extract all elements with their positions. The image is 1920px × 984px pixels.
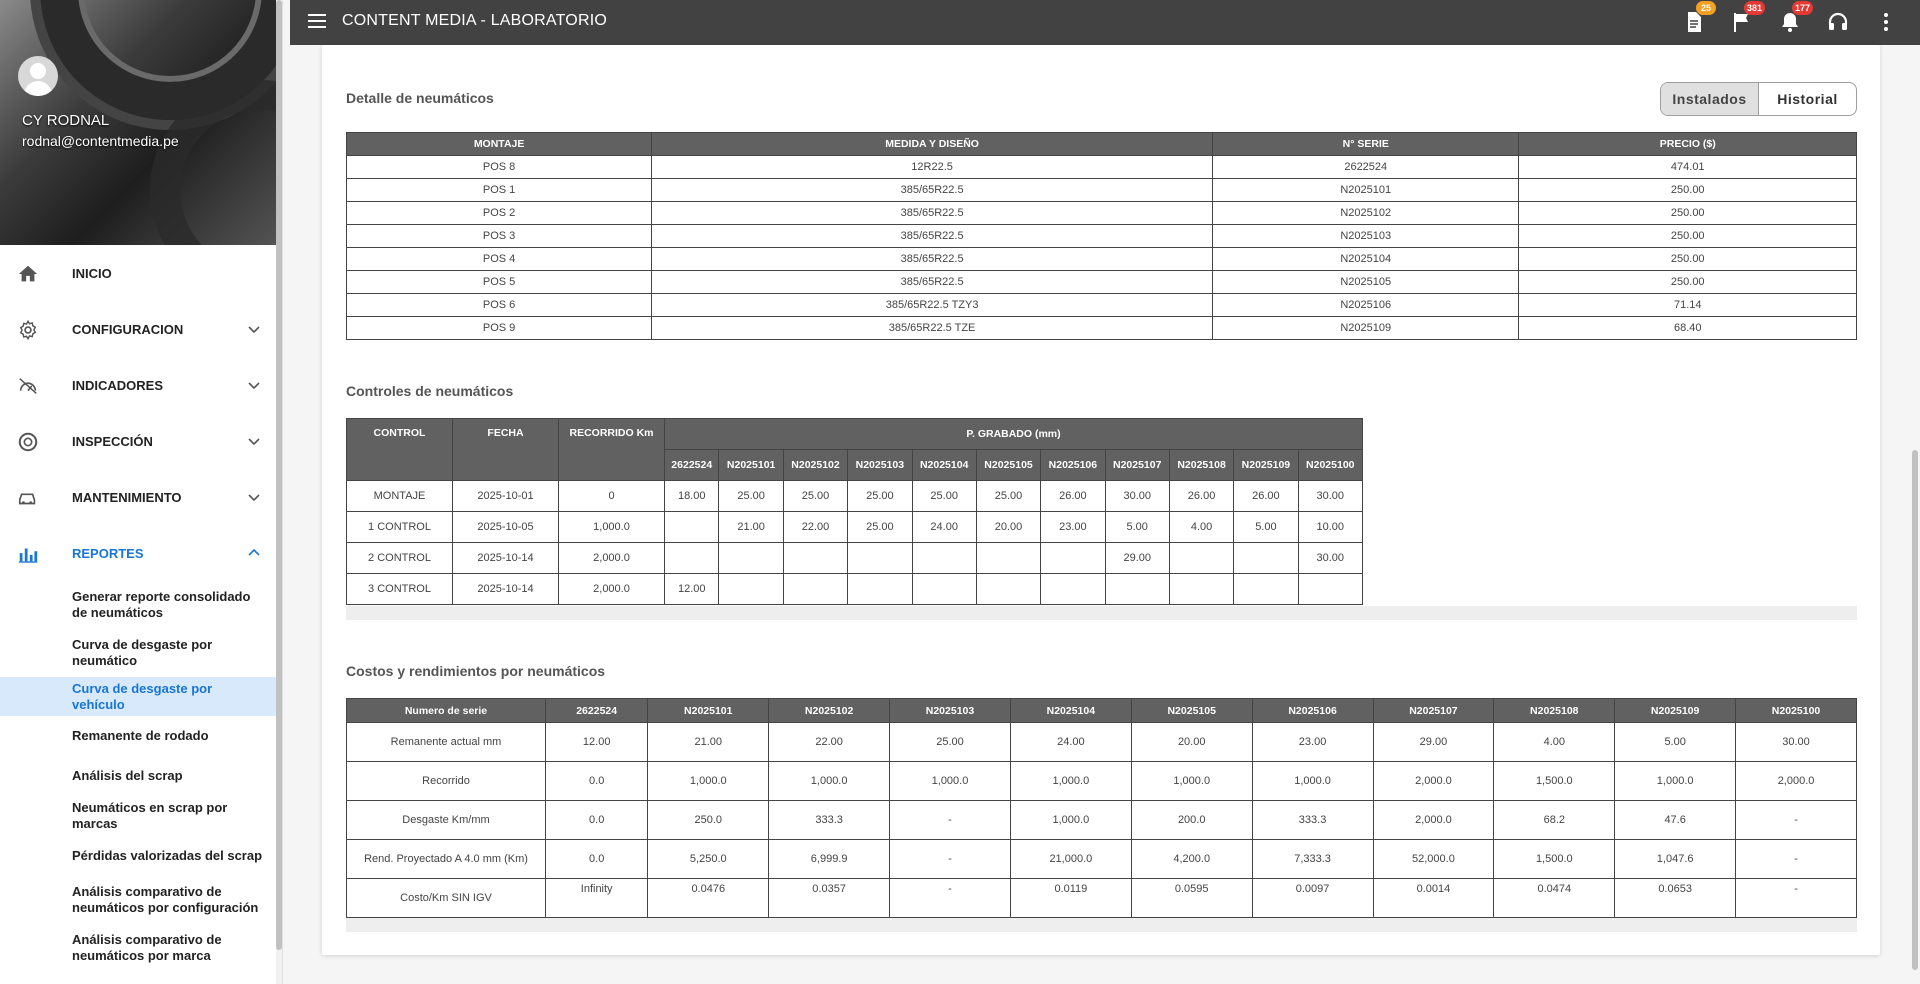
headset-icon <box>1826 10 1850 34</box>
avatar[interactable] <box>18 56 58 96</box>
series-header: N2025106 <box>1041 450 1105 481</box>
table-row <box>347 512 1363 543</box>
table-cell: 7,333.3 <box>1252 840 1373 879</box>
app-title: CONTENT MEDIA - LABORATORIO <box>342 12 607 29</box>
table-cell: 68.2 <box>1494 801 1615 840</box>
table-cell: N2025106 <box>1213 294 1519 317</box>
table-cell: N2025105 <box>1213 271 1519 294</box>
series-header: N2025107 <box>1105 450 1169 481</box>
table-cell: 3 CONTROL <box>347 574 453 605</box>
table-cell: 0.0 <box>546 840 648 879</box>
table-cell: 21.00 <box>648 723 769 762</box>
column-header: N2025105 <box>1131 699 1252 723</box>
table-cell: Recorrido <box>347 762 546 801</box>
toggle-instalados[interactable]: Instalados <box>1661 83 1759 115</box>
gear-icon <box>17 319 39 341</box>
table-row <box>347 574 1363 605</box>
table-cell <box>665 543 719 574</box>
table-cell: 71.14 <box>1519 294 1857 317</box>
car-wrench-icon <box>17 487 39 509</box>
table-cell: 0.0595 <box>1131 879 1252 918</box>
table-cell: 385/65R22.5 TZE <box>652 317 1213 340</box>
table-cell: 25.00 <box>912 481 976 512</box>
table-row <box>347 801 1857 840</box>
table-cell: 25.00 <box>719 481 783 512</box>
table-row <box>347 156 1857 179</box>
table-cell: 1,500.0 <box>1494 762 1615 801</box>
table-cell: - <box>890 801 1011 840</box>
table-cell: N2025102 <box>1213 202 1519 225</box>
column-header: RECORRIDO Km <box>559 419 665 481</box>
table-cell: Desgaste Km/mm <box>347 801 546 840</box>
table-cell: 1,000.0 <box>559 512 665 543</box>
table-row <box>347 271 1857 294</box>
table-cell: N2025103 <box>1213 225 1519 248</box>
flags-button[interactable] <box>1730 3 1763 34</box>
table-cell: 12.00 <box>546 723 648 762</box>
series-header: N2025104 <box>912 450 976 481</box>
table-cell: 1 CONTROL <box>347 512 453 543</box>
table-cell: - <box>1736 801 1857 840</box>
table-cell: 0.0357 <box>769 879 890 918</box>
table-cell: 250.00 <box>1519 248 1857 271</box>
reportes-submenu <box>0 581 283 972</box>
column-header: CONTROL <box>347 419 453 481</box>
table-cell: 5,250.0 <box>648 840 769 879</box>
table-cell: 385/65R22.5 TZY3 <box>652 294 1213 317</box>
column-header: PRECIO ($) <box>1519 133 1857 156</box>
table-cell: 23.00 <box>1252 723 1373 762</box>
table-cell: 333.3 <box>1252 801 1373 840</box>
table-cell: 20.00 <box>976 512 1040 543</box>
table-row <box>347 179 1857 202</box>
table-cell <box>1234 574 1298 605</box>
table-cell: 30.00 <box>1298 543 1362 574</box>
table-row <box>347 317 1857 340</box>
column-header: N2025106 <box>1252 699 1373 723</box>
table-cell: POS 6 <box>347 294 652 317</box>
home-icon <box>17 263 39 285</box>
table-row <box>347 248 1857 271</box>
submenu-item-comparativo-marca[interactable]: Análisis comparativo de neumáticos por marca <box>72 932 222 963</box>
table-cell: POS 1 <box>347 179 652 202</box>
submenu-item-perdidas-scrap[interactable]: Pérdidas valorizadas del scrap <box>72 848 263 863</box>
table-cell: 25.00 <box>848 481 912 512</box>
table-cell: 1,000.0 <box>890 762 1011 801</box>
table-cell: 2025-10-14 <box>453 574 559 605</box>
table-cell: 24.00 <box>1010 723 1131 762</box>
notifications-button[interactable] <box>1778 3 1811 34</box>
hamburger-menu-icon[interactable] <box>308 14 326 28</box>
column-header: MEDIDA Y DISEÑO <box>652 133 1213 156</box>
table-cell: 1,000.0 <box>1131 762 1252 801</box>
profile-header <box>0 0 282 245</box>
column-header: N2025101 <box>648 699 769 723</box>
submenu-item-reporte-consolidado[interactable]: Generar reporte consolidado de neumáticos <box>72 589 251 620</box>
view-toggle <box>1660 82 1857 116</box>
table-cell: 68.40 <box>1519 317 1857 340</box>
table-cell: 25.00 <box>976 481 1040 512</box>
table-cell: 250.0 <box>648 801 769 840</box>
table-cell <box>783 574 847 605</box>
table-cell: 385/65R22.5 <box>652 225 1213 248</box>
sidebar-scrollbar[interactable] <box>276 0 282 984</box>
table-cell: 333.3 <box>769 801 890 840</box>
table-cell: MONTAJE <box>347 481 453 512</box>
table-row <box>347 879 1857 918</box>
sidebar-item-label: MANTENIMIENTO <box>72 489 182 505</box>
user-name: CY RODNAL <box>22 112 110 129</box>
table-cell <box>848 543 912 574</box>
table-cell: 2,000.0 <box>1373 801 1494 840</box>
table-cell <box>1298 574 1362 605</box>
table-cell: 1,000.0 <box>1010 762 1131 801</box>
series-header: N2025109 <box>1234 450 1298 481</box>
table-cell: - <box>1736 840 1857 879</box>
table-cell: 2,000.0 <box>559 574 665 605</box>
column-header: N2025100 <box>1736 699 1857 723</box>
main-scrollbar[interactable] <box>1910 45 1920 984</box>
table-cell: 0.0 <box>546 801 648 840</box>
table-cell: N2025101 <box>1213 179 1519 202</box>
table-cell: 0.0474 <box>1494 879 1615 918</box>
flags-badge: 381 <box>1744 1 1765 15</box>
table-cell: N2025104 <box>1213 248 1519 271</box>
table-scroll-strip[interactable] <box>346 606 1857 620</box>
table-cell: Costo/Km SIN IGV <box>347 879 546 918</box>
sidebar-item-configuracion[interactable] <box>0 301 283 357</box>
column-header: N2025102 <box>769 699 890 723</box>
table-cell: 4,200.0 <box>1131 840 1252 879</box>
table-row <box>347 225 1857 248</box>
more-vert-icon <box>1874 10 1898 34</box>
table-cell: 385/65R22.5 <box>652 248 1213 271</box>
table-cell: 26.00 <box>1234 481 1298 512</box>
table-cell <box>665 512 719 543</box>
table-cell: 12.00 <box>665 574 719 605</box>
table-cell: 26.00 <box>1169 481 1233 512</box>
table-row <box>347 294 1857 317</box>
column-header: N2025103 <box>890 699 1011 723</box>
costos-table <box>346 698 1857 918</box>
series-header: 2622524 <box>665 450 719 481</box>
sidebar-item-label: CONFIGURACION <box>72 321 184 337</box>
table-cell <box>1169 543 1233 574</box>
tire-check-icon <box>17 431 39 453</box>
series-header: N2025105 <box>976 450 1040 481</box>
table-cell <box>912 574 976 605</box>
table-cell: 250.00 <box>1519 271 1857 294</box>
table-cell: 2,000.0 <box>559 543 665 574</box>
more-options-button[interactable] <box>1874 10 1898 34</box>
table-cell: 1,000.0 <box>769 762 890 801</box>
table-cell: 1,047.6 <box>1615 840 1736 879</box>
column-header: N° SERIE <box>1213 133 1519 156</box>
controles-title: Controles de neumáticos <box>346 383 514 399</box>
table-row <box>347 481 1363 512</box>
submenu-item-comparativo-configuracion[interactable]: Análisis comparativo de neumáticos por configuración <box>72 884 259 915</box>
sidebar-item-indicadores[interactable] <box>0 357 283 413</box>
table-cell: 0.0476 <box>648 879 769 918</box>
submenu-item-curva-vehiculo[interactable]: Curva de desgaste por vehículo <box>0 677 283 716</box>
table-cell <box>1041 574 1105 605</box>
table-cell <box>719 574 783 605</box>
table-cell: POS 2 <box>347 202 652 225</box>
table-cell: 385/65R22.5 <box>652 271 1213 294</box>
table-cell: 0.0119 <box>1010 879 1131 918</box>
table-cell: 24.00 <box>912 512 976 543</box>
sidebar-item-inicio[interactable] <box>0 245 283 301</box>
column-header: N2025108 <box>1494 699 1615 723</box>
table-cell: 1,000.0 <box>1252 762 1373 801</box>
sidebar-item-label: INICIO <box>72 265 112 281</box>
table-cell: 25.00 <box>848 512 912 543</box>
table-cell: 0.0 <box>546 762 648 801</box>
table-cell: 10.00 <box>1298 512 1362 543</box>
table-cell: 2622524 <box>1213 156 1519 179</box>
column-header: Numero de serie <box>347 699 546 723</box>
table-cell <box>1234 543 1298 574</box>
documents-badge: 25 <box>1696 1 1716 15</box>
table-cell: 0.0014 <box>1373 879 1494 918</box>
table-cell: 12R22.5 <box>652 156 1213 179</box>
table-cell: 25.00 <box>890 723 1011 762</box>
submenu-item-analisis-scrap[interactable]: Análisis del scrap <box>72 768 183 783</box>
table-cell: POS 8 <box>347 156 652 179</box>
table-cell: 22.00 <box>783 512 847 543</box>
table-cell: 30.00 <box>1105 481 1169 512</box>
series-header: N2025101 <box>719 450 783 481</box>
table-cell: Remanente actual mm <box>347 723 546 762</box>
submenu-item-scrap-marcas[interactable]: Neumáticos en scrap por marcas <box>72 800 228 831</box>
table-cell: Rend. Proyectado A 4.0 mm (Km) <box>347 840 546 879</box>
table-cell: POS 3 <box>347 225 652 248</box>
table-cell: 1,500.0 <box>1494 840 1615 879</box>
user-email: rodnal@contentmedia.pe <box>22 133 179 149</box>
table-cell: 385/65R22.5 <box>652 202 1213 225</box>
column-header: N2025107 <box>1373 699 1494 723</box>
table-cell: 2025-10-01 <box>453 481 559 512</box>
table-cell: 0 <box>559 481 665 512</box>
table-cell <box>1169 574 1233 605</box>
table-cell: Infinity <box>546 879 648 918</box>
table-cell: 2,000.0 <box>1373 762 1494 801</box>
table-row <box>347 762 1857 801</box>
table-cell: 385/65R22.5 <box>652 179 1213 202</box>
sidebar-item-mantenimiento[interactable] <box>0 469 283 525</box>
table-cell: - <box>1736 879 1857 918</box>
table-cell: - <box>890 879 1011 918</box>
costos-title: Costos y rendimientos por neumáticos <box>346 663 606 679</box>
column-header: MONTAJE <box>347 133 652 156</box>
sidebar-item-reportes[interactable] <box>0 525 283 581</box>
speedometer-icon <box>17 375 39 397</box>
table-scroll-strip[interactable] <box>346 918 1857 932</box>
top-app-bar <box>290 0 1920 45</box>
table-cell: 2 CONTROL <box>347 543 453 574</box>
table-cell: 52,000.0 <box>1373 840 1494 879</box>
sidebar-menu <box>0 245 283 972</box>
detalle-title: Detalle de neumáticos <box>346 90 494 106</box>
table-cell <box>783 543 847 574</box>
table-cell: 47.6 <box>1615 801 1736 840</box>
table-cell: 25.00 <box>783 481 847 512</box>
table-row <box>347 840 1857 879</box>
table-cell: 2025-10-14 <box>453 543 559 574</box>
series-header: N2025108 <box>1169 450 1233 481</box>
support-button[interactable] <box>1826 10 1850 34</box>
sidebar-item-inspeccion[interactable] <box>0 413 283 469</box>
detalle-table <box>346 132 1857 340</box>
table-cell: POS 4 <box>347 248 652 271</box>
table-cell: 5.00 <box>1234 512 1298 543</box>
table-cell <box>1105 574 1169 605</box>
sidebar-item-label: INSPECCIÓN <box>72 433 153 449</box>
sidebar-item-label: REPORTES <box>72 545 144 561</box>
series-header: N2025103 <box>848 450 912 481</box>
table-cell: 250.00 <box>1519 225 1857 248</box>
sidebar <box>0 0 283 984</box>
table-cell: 0.0097 <box>1252 879 1373 918</box>
table-cell: 21.00 <box>719 512 783 543</box>
sidebar-item-label: INDICADORES <box>72 377 164 393</box>
table-cell: 5.00 <box>1615 723 1736 762</box>
table-cell: 26.00 <box>1041 481 1105 512</box>
toggle-historial[interactable]: Historial <box>1777 91 1838 107</box>
chevron-down-icon <box>248 379 260 391</box>
table-cell: 4.00 <box>1494 723 1615 762</box>
chevron-down-icon <box>248 491 260 503</box>
chevron-down-icon <box>248 435 260 447</box>
table-cell <box>848 574 912 605</box>
column-header: P. GRABADO (mm) <box>665 419 1363 450</box>
table-cell: 0.0653 <box>1615 879 1736 918</box>
table-cell: 2,000.0 <box>1736 762 1857 801</box>
table-cell <box>976 543 1040 574</box>
table-cell: 1,000.0 <box>1010 801 1131 840</box>
table-cell: 30.00 <box>1298 481 1362 512</box>
table-cell: 1,000.0 <box>648 762 769 801</box>
table-row <box>347 202 1857 225</box>
controles-table <box>346 418 1363 605</box>
table-cell: - <box>890 840 1011 879</box>
table-cell: 2025-10-05 <box>453 512 559 543</box>
notifications-badge: 177 <box>1792 1 1813 15</box>
table-cell: 29.00 <box>1105 543 1169 574</box>
column-header: FECHA <box>453 419 559 481</box>
table-row <box>347 543 1363 574</box>
bar-chart-icon <box>17 543 39 565</box>
series-header: N2025100 <box>1298 450 1362 481</box>
column-header: N2025104 <box>1010 699 1131 723</box>
table-cell: 23.00 <box>1041 512 1105 543</box>
column-header: 2622524 <box>546 699 648 723</box>
table-cell: 22.00 <box>769 723 890 762</box>
table-row <box>347 723 1857 762</box>
submenu-item-remanente-rodado[interactable]: Remanente de rodado <box>72 728 209 743</box>
table-cell <box>912 543 976 574</box>
chevron-up-icon <box>248 547 260 559</box>
table-cell: 1,000.0 <box>1615 762 1736 801</box>
table-cell: 474.01 <box>1519 156 1857 179</box>
table-cell: 21,000.0 <box>1010 840 1131 879</box>
table-cell: 250.00 <box>1519 179 1857 202</box>
table-cell <box>976 574 1040 605</box>
table-cell: 6,999.9 <box>769 840 890 879</box>
table-cell <box>719 543 783 574</box>
chevron-down-icon <box>248 323 260 335</box>
series-header: N2025102 <box>783 450 847 481</box>
table-cell: 29.00 <box>1373 723 1494 762</box>
table-cell: 200.0 <box>1131 801 1252 840</box>
documents-button[interactable] <box>1682 3 1711 34</box>
table-cell: 20.00 <box>1131 723 1252 762</box>
table-cell: POS 5 <box>347 271 652 294</box>
table-cell: 30.00 <box>1736 723 1857 762</box>
submenu-item-curva-neumatico[interactable]: Curva de desgaste por neumático <box>72 637 213 668</box>
table-cell: 18.00 <box>665 481 719 512</box>
column-header: N2025109 <box>1615 699 1736 723</box>
table-cell <box>1041 543 1105 574</box>
table-cell: 250.00 <box>1519 202 1857 225</box>
table-cell: 4.00 <box>1169 512 1233 543</box>
table-cell: 5.00 <box>1105 512 1169 543</box>
table-cell: N2025109 <box>1213 317 1519 340</box>
table-cell: POS 9 <box>347 317 652 340</box>
